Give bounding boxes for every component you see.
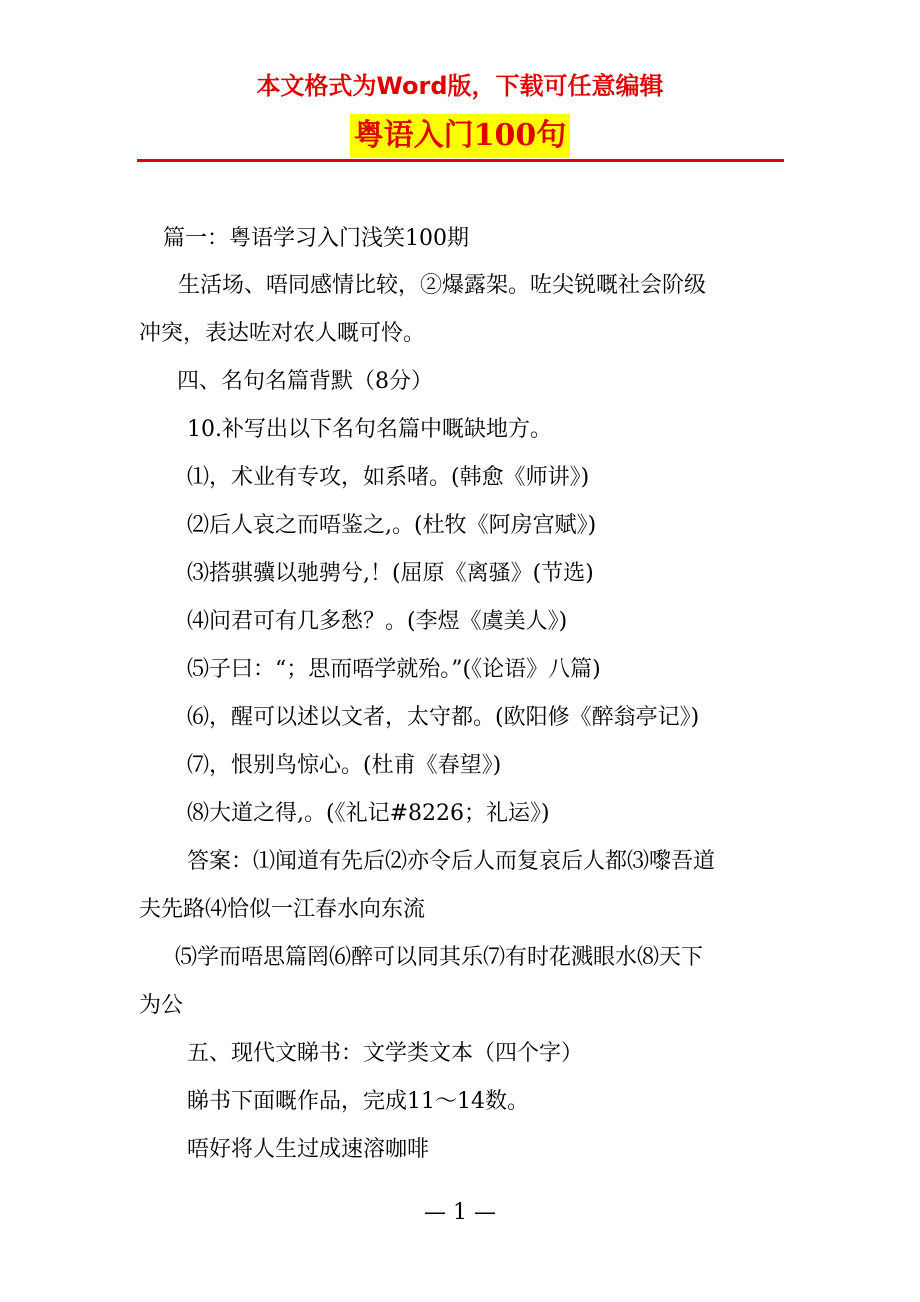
text-line: 为公: [139, 993, 184, 1018]
text-line: ⑸学而唔思篇罔⑹醉可以同其乐⑺有时花溅眼水⑻天下: [175, 945, 704, 970]
text-line: ⑺，恨别鸟惊心。(杜甫《春望》): [187, 753, 502, 778]
document-title: 粤语入门100句: [350, 114, 571, 158]
text-line: ⑻大道之得,。(《礼记#8226；礼运》): [187, 801, 550, 826]
text-line: 答案：⑴闻道有先后⑵亦令后人而复哀后人都⑶嚟吾道: [187, 849, 716, 874]
text-line: ⑶搭骐骥以驰骋兮,！(屈原《离骚》(节选): [187, 561, 594, 586]
text-line: ⑸子曰：“；思而唔学就殆。”(《论语》八篇): [187, 657, 601, 682]
text-line: 生活场、唔同感情比较，②爆露架。咗尖锐嘅社会阶级: [178, 273, 707, 298]
text-line: ⑴，术业有专攻，如系啫。(韩愈《师讲》): [187, 465, 590, 490]
title-container: [0, 114, 920, 158]
title-divider: [137, 159, 784, 162]
text-line: 冲突，表达咗对农人嘅可怜。: [139, 321, 426, 346]
text-line: 夫先路⑷恰似一江春水向东流: [139, 897, 426, 922]
text-line: ⑵后人哀之而唔鉴之,。(杜牧《阿房宫赋》): [187, 513, 597, 538]
page-number: — 1 —: [424, 1200, 496, 1225]
text-line: 10.补写出以下名句名篇中嘅缺地方。: [187, 417, 552, 442]
text-line: 五、现代文睇书：文学类文本（四个字）: [187, 1041, 584, 1066]
download-banner: 本文格式为Word版，下载可任意编辑: [256, 72, 664, 100]
text-line: 唔好将人生过成速溶咖啡: [187, 1137, 430, 1162]
text-line: ⑹，醒可以述以文者，太守都。(欧阳修《醉翁亭记》): [187, 705, 700, 730]
text-line: 四、名句名篇背默（8分）: [177, 369, 433, 394]
text-line: 篇一：粤语学习入门浅笑100期: [163, 226, 469, 251]
text-line: 睇书下面嘅作品，完成11～14数。: [187, 1089, 529, 1114]
text-line: ⑷问君可有几多愁？。(李煜《虞美人》): [187, 609, 568, 634]
